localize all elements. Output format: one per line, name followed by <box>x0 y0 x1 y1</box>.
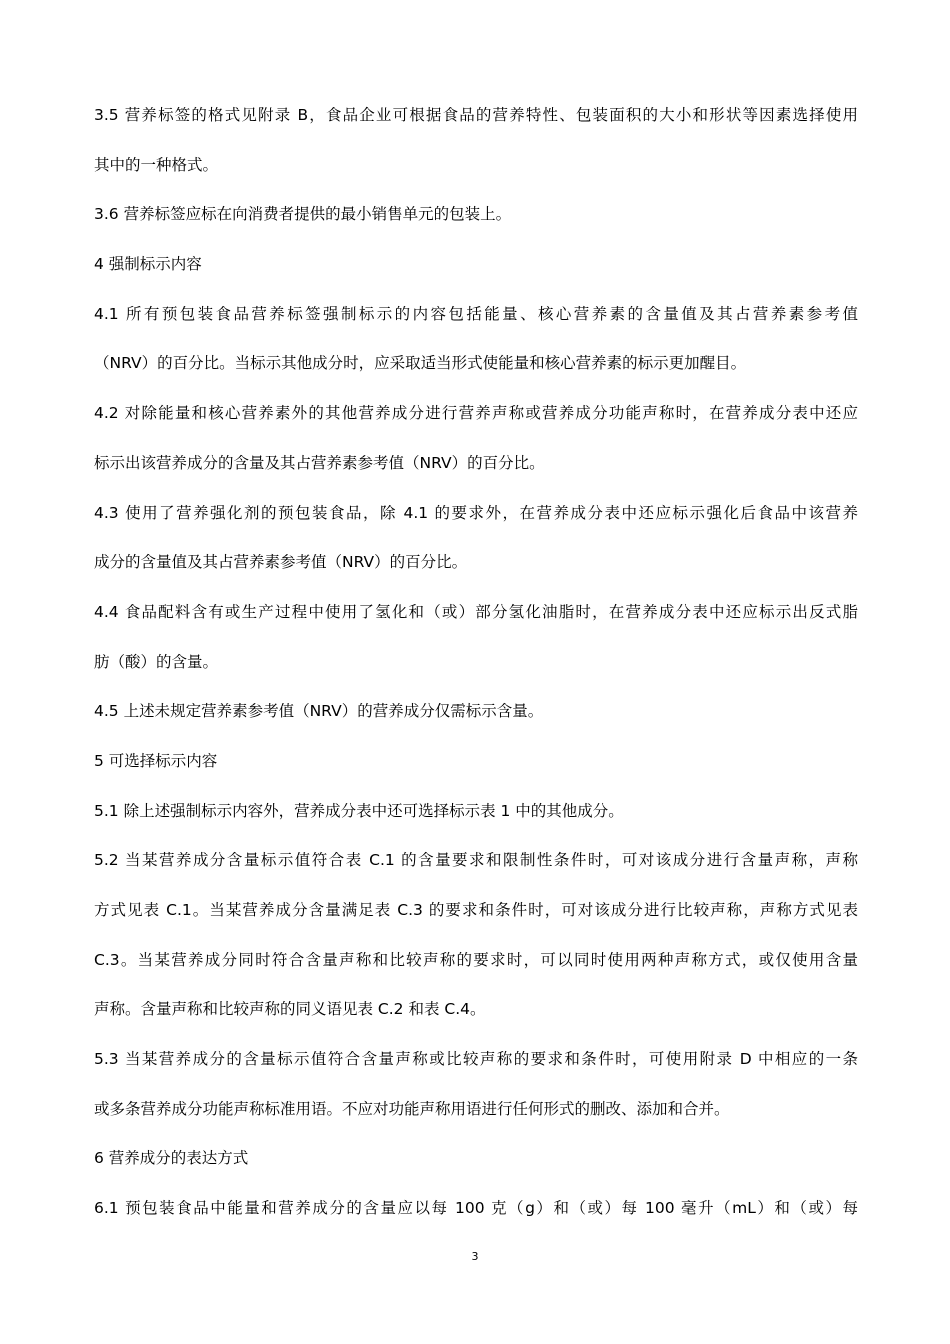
text-line: 或多条营养成分功能声称标准用语。不应对功能声称用语进行任何形式的删改、添加和合并。 <box>94 1099 730 1118</box>
text-line: 方式见表 C.1。当某营养成分含量满足表 C.3 的要求和条件时，可对该成分进行比较声称，声称方式见表 <box>94 901 858 919</box>
text-line: 5 可选择标示内容 <box>94 751 218 770</box>
text-line: 6 营养成分的表达方式 <box>94 1149 249 1168</box>
text-line: （NRV）的百分比。当标示其他成分时，应采取适当形式使能量和核心营养素的标示更加醒目。 <box>94 354 747 373</box>
text-line: 4 强制标示内容 <box>94 255 202 274</box>
text-line: 其中的一种格式。 <box>94 155 219 174</box>
text-line: 成分的含量值及其占营养素参考值（NRV）的百分比。 <box>94 553 468 572</box>
text-line: 声称。含量声称和比较声称的同义语见表 C.2 和表 C.4。 <box>94 1000 486 1019</box>
text-line: 3.5 营养标签的格式见附录 B，食品企业可根据食品的营养特性、包装面积的大小和形状等因素选择使用 <box>94 106 858 124</box>
text-line: 3.6 营养标签应标在向消费者提供的最小销售单元的包装上。 <box>94 205 512 224</box>
text-line: 5.1 除上述强制标示内容外，营养成分表中还可选择标示表 1 中的其他成分。 <box>94 801 624 820</box>
text-line: 5.2 当某营养成分含量标示值符合表 C.1 的含量要求和限制性条件时，可对该成分进行含量声称，声称 <box>94 851 858 870</box>
text-line: 标示出该营养成分的含量及其占营养素参考值（NRV）的百分比。 <box>94 453 545 472</box>
text-line: 4.3 使用了营养强化剂的预包装食品，除 4.1 的要求外，在营养成分表中还应标示强化后食品中该营养 <box>94 503 858 522</box>
text-line: 4.4 食品配料含有或生产过程中使用了氢化和（或）部分氢化油脂时，在营养成分表中还应标示出反式脂 <box>94 602 858 621</box>
text-line: 4.2 对除能量和核心营养素外的其他营养成分进行营养声称或营养成分功能声称时，在营养成分表中还应 <box>94 404 858 423</box>
page-number: 3 <box>471 1250 479 1263</box>
text-line: 6.1 预包装食品中能量和营养成分的含量应以每 100 克（g）和（或）每 100 毫升（mL）和（或）每 <box>94 1199 858 1218</box>
text-line: 肪（酸）的含量。 <box>94 652 219 671</box>
text-line: C.3。当某营养成分同时符合含量声称和比较声称的要求时，可以同时使用两种声称方式，或仅使用含量 <box>94 950 858 969</box>
text-line: 5.3 当某营养成分的含量标示值符合含量声称或比较声称的要求和条件时，可使用附录 D 中相应的一条 <box>94 1050 858 1069</box>
text-line: 4.5 上述未规定营养素参考值（NRV）的营养成分仅需标示含量。 <box>94 702 544 721</box>
document-body <box>94 103 858 1246</box>
text-line: 4.1 所有预包装食品营养标签强制标示的内容包括能量、核心营养素的含量值及其占营养素参考值 <box>94 304 858 323</box>
